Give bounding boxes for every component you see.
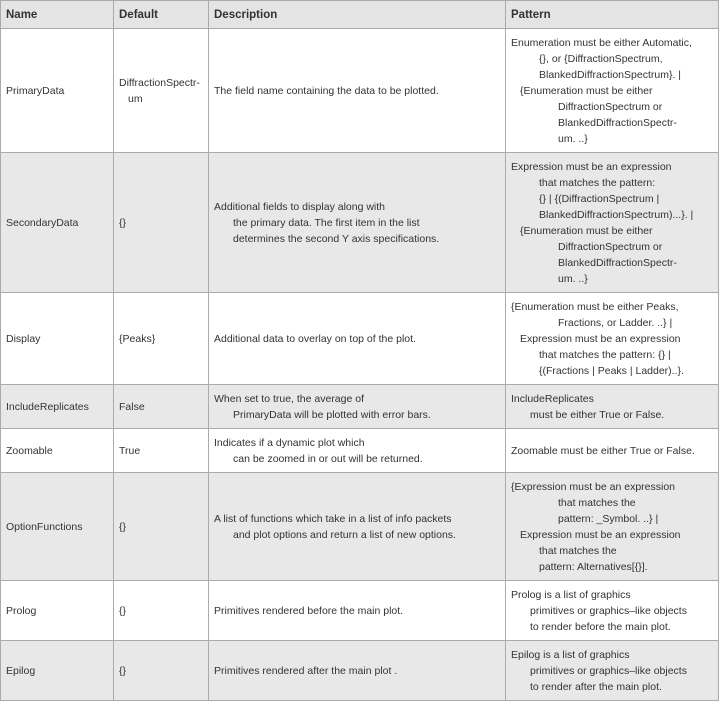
option-default	[114, 385, 209, 429]
default-line: {}	[119, 216, 127, 229]
pattern-line: um. ..}	[558, 132, 588, 145]
option-name: OptionFunctions	[1, 473, 114, 581]
option-pattern	[506, 293, 719, 385]
option-default	[114, 429, 209, 473]
description-line: Primitives rendered after the main plot .	[214, 664, 398, 677]
table-row	[1, 581, 719, 641]
pattern-line: BlankedDiffractionSpectrum}. |	[539, 68, 682, 81]
pattern-line: pattern: _Symbol. ..} |	[558, 512, 659, 525]
pattern-line: Fractions, or Ladder. ..} |	[558, 316, 673, 329]
pattern-line: that matches the pattern: {} |	[539, 348, 671, 361]
option-name: PrimaryData	[1, 29, 114, 153]
pattern-line: pattern: Alternatives[{}].	[539, 560, 648, 573]
pattern-line: DiffractionSpectrum or	[558, 100, 663, 113]
description-line: determines the second Y axis specifications.	[233, 232, 440, 245]
table-row	[1, 641, 719, 701]
option-name: Zoomable	[1, 429, 114, 473]
pattern-line: um. ..}	[558, 272, 588, 285]
default-line: DiffractionSpectr-	[119, 76, 200, 89]
description-line: can be zoomed in or out will be returned.	[233, 452, 423, 465]
option-default	[114, 641, 209, 701]
option-default	[114, 473, 209, 581]
default-line: True	[119, 444, 141, 457]
option-description	[209, 581, 506, 641]
default-line: {}	[119, 664, 127, 677]
table-row	[1, 153, 719, 293]
description-line: The field name containing the data to be plotted.	[214, 84, 439, 97]
pattern-line: DiffractionSpectrum or	[558, 240, 663, 253]
default-line: False	[119, 400, 145, 413]
pattern-line: {} | {(DiffractionSpectrum |	[539, 192, 660, 205]
pattern-line: to render before the main plot.	[530, 620, 671, 633]
default-line: {Peaks}	[119, 332, 156, 345]
option-name: Epilog	[1, 641, 114, 701]
pattern-line: must be either True or False.	[530, 408, 665, 421]
pattern-line: Epilog is a list of graphics	[511, 648, 630, 661]
pattern-line: BlankedDiffractionSpectr-	[558, 256, 677, 269]
table-row	[1, 385, 719, 429]
default-line: um	[128, 92, 143, 105]
header-pattern: Pattern	[506, 1, 719, 29]
option-name: SecondaryData	[1, 153, 114, 293]
pattern-line: that matches the	[558, 496, 636, 509]
pattern-line: primitives or graphics–like objects	[530, 604, 687, 617]
pattern-line: Zoomable must be either True or False.	[511, 444, 695, 457]
pattern-line: Enumeration must be either Automatic,	[511, 36, 692, 49]
option-default	[114, 293, 209, 385]
option-description	[209, 153, 506, 293]
option-name: Display	[1, 293, 114, 385]
option-pattern	[506, 153, 719, 293]
option-name: IncludeReplicates	[1, 385, 114, 429]
pattern-line: {Enumeration must be either	[520, 84, 653, 97]
pattern-line: {}, or {DiffractionSpectrum,	[539, 52, 663, 65]
description-line: Additional fields to display along with	[214, 200, 386, 213]
option-description	[209, 473, 506, 581]
option-description	[209, 641, 506, 701]
pattern-line: that matches the	[539, 544, 617, 557]
option-description	[209, 385, 506, 429]
description-line: A list of functions which take in a list of info packets	[214, 512, 452, 525]
description-line: and plot options and return a list of new options.	[233, 528, 456, 541]
pattern-line: BlankedDiffractionSpectrum)...}. |	[539, 208, 694, 221]
pattern-line: Expression must be an expression	[511, 160, 672, 173]
option-description	[209, 29, 506, 153]
default-line: {}	[119, 520, 127, 533]
pattern-line: Expression must be an expression	[520, 528, 681, 541]
option-default	[114, 29, 209, 153]
option-pattern	[506, 473, 719, 581]
description-line: Additional data to overlay on top of the plot.	[214, 332, 416, 345]
description-line: Indicates if a dynamic plot which	[214, 436, 365, 449]
pattern-line: BlankedDiffractionSpectr-	[558, 116, 677, 129]
header-default: Default	[114, 1, 209, 29]
option-pattern	[506, 429, 719, 473]
header-row	[1, 1, 719, 29]
option-description	[209, 293, 506, 385]
option-default	[114, 153, 209, 293]
pattern-line: that matches the pattern:	[539, 176, 656, 189]
option-default	[114, 581, 209, 641]
option-pattern	[506, 29, 719, 153]
option-name: Prolog	[1, 581, 114, 641]
description-line: the primary data. The first item in the list	[233, 216, 420, 229]
option-pattern	[506, 581, 719, 641]
header-description: Description	[209, 1, 506, 29]
pattern-line: to render after the main plot.	[530, 680, 662, 693]
pattern-line: Expression must be an expression	[520, 332, 681, 345]
pattern-line: {Expression must be an expression	[511, 480, 676, 493]
option-pattern	[506, 641, 719, 701]
header-name: Name	[1, 1, 114, 29]
pattern-line: primitives or graphics–like objects	[530, 664, 687, 677]
table-row	[1, 429, 719, 473]
option-description	[209, 429, 506, 473]
default-line: {}	[119, 604, 127, 617]
pattern-line: {(Fractions | Peaks | Ladder)..}.	[539, 364, 684, 377]
description-line: Primitives rendered before the main plot.	[214, 604, 404, 617]
pattern-line: IncludeReplicates	[511, 392, 594, 405]
pattern-line: {Enumeration must be either	[520, 224, 653, 237]
description-line: PrimaryData will be plotted with error bars.	[233, 408, 431, 421]
table-row	[1, 473, 719, 581]
description-line: When set to true, the average of	[214, 392, 365, 405]
pattern-line: {Enumeration must be either Peaks,	[511, 300, 679, 313]
pattern-line: Prolog is a list of graphics	[511, 588, 631, 601]
table-row	[1, 293, 719, 385]
option-pattern	[506, 385, 719, 429]
table-row	[1, 29, 719, 153]
